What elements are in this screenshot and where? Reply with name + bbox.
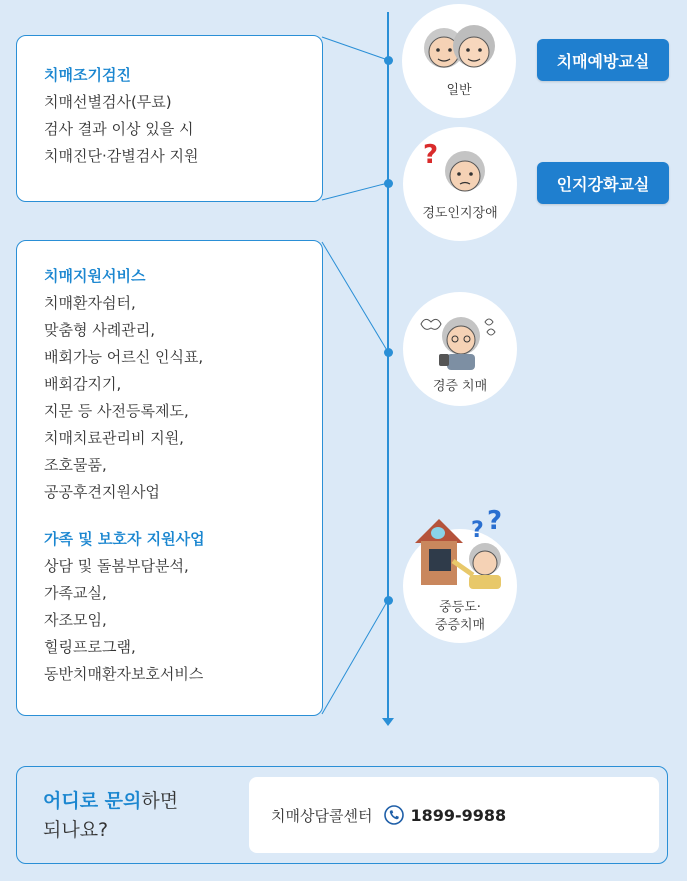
phone-icon (384, 805, 404, 825)
early-checkup-line: 검사 결과 이상 있을 시 (44, 120, 194, 138)
support-service-card (16, 240, 323, 716)
support-service-title: 치매지원서비스 (44, 267, 146, 285)
support-service-line: 배회감지기, (44, 375, 122, 393)
contact-question-rest: 하면 (141, 790, 179, 812)
support-service-line: 치매환자쉼터, (44, 294, 136, 312)
support-service-line: 치매치료관리비 지원, (44, 429, 184, 447)
family-support-line: 자조모임, (44, 611, 107, 629)
stage-label: 일반 (446, 83, 472, 98)
cognitive-class-button[interactable]: 인지강화교실 (537, 162, 669, 204)
early-checkup-line: 치매선별검사(무료) (44, 93, 172, 111)
timeline-dot (384, 596, 393, 605)
early-checkup-card (16, 35, 323, 202)
dementia-elder-icon (417, 306, 503, 372)
timeline-arrow-icon (382, 718, 394, 726)
svg-text:?: ? (423, 140, 439, 170)
stage-label: 경도인지장애 (422, 206, 498, 221)
timeline-dot (384, 179, 393, 188)
stage-label: 중증치매 (434, 618, 486, 633)
prevention-class-button[interactable]: 치매예방교실 (537, 39, 669, 81)
support-service-line: 맞춤형 사례관리, (44, 321, 155, 339)
stage-mild-cognitive-impairment (403, 127, 517, 241)
family-support-line: 상담 및 돌봄부담분석, (44, 557, 189, 575)
elderly-couple-icon (414, 18, 504, 78)
family-support-line: 동반치매환자보호서비스 (44, 665, 204, 683)
contact-question-highlight: 어디로 문의 (43, 790, 142, 812)
stage-label: 경증 치매 (432, 379, 488, 394)
support-service-line: 지문 등 사전등록제도, (44, 402, 189, 420)
early-checkup-line: 치매진단·감별검사 지원 (44, 147, 199, 165)
phone-number[interactable]: 1899-9988 (410, 805, 507, 825)
timeline-dot (384, 348, 393, 357)
stage-moderate-severe-dementia (403, 509, 517, 643)
family-support-line: 힐링프로그램, (44, 638, 136, 656)
stage-mild-dementia (403, 292, 517, 406)
svg-text:?: ? (487, 509, 503, 536)
stage-label: 중등도· (439, 600, 481, 615)
confused-elder-icon (421, 135, 501, 199)
family-support-title: 가족 및 보호자 지원사업 (44, 530, 205, 548)
house-wandering-elder-icon (413, 509, 523, 589)
timeline-line (387, 12, 389, 720)
family-support-line: 가족교실, (44, 584, 107, 602)
early-checkup-title: 치매조기검진 (44, 66, 131, 84)
support-service-line: 배회가능 어르신 인식표, (44, 348, 204, 366)
contact-question (43, 787, 178, 845)
call-center-label: 치매상담콜센터 (271, 806, 373, 825)
timeline-dot (384, 56, 393, 65)
support-service-line: 조호물품, (44, 456, 107, 474)
contact-box (16, 766, 668, 864)
svg-text:?: ? (471, 518, 484, 543)
support-service-line: 공공후견지원사업 (44, 483, 160, 501)
contact-info-panel (249, 777, 659, 853)
stage-general (402, 4, 516, 118)
contact-question-line2: 되나요? (43, 819, 109, 841)
